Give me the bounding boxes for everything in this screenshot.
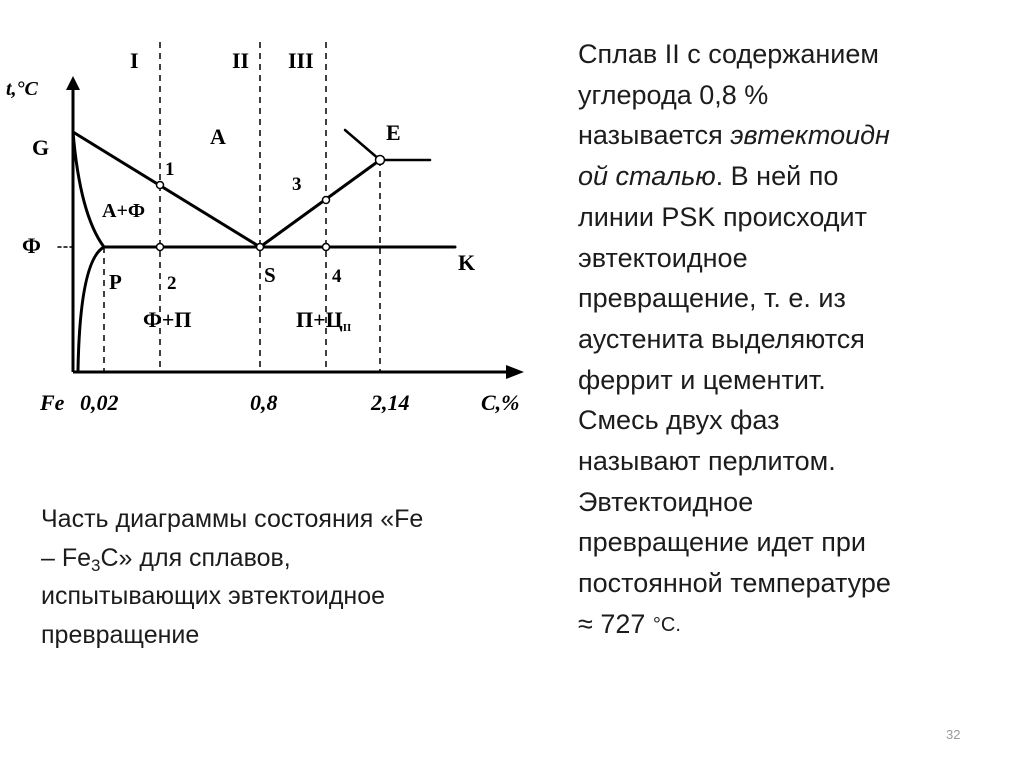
paragraph-line: Смесь двух фаз bbox=[578, 405, 780, 436]
label-1: 1 bbox=[165, 159, 175, 180]
fe-fe3c-diagram bbox=[0, 0, 560, 440]
caption-subscript: 3 bbox=[91, 555, 101, 575]
paragraph-line: углерода 0,8 % bbox=[578, 79, 769, 110]
paragraph-term: эвтектоидн bbox=[730, 120, 890, 151]
point-E bbox=[376, 156, 385, 165]
label-G: G bbox=[32, 135, 50, 160]
point-2 bbox=[157, 244, 164, 251]
temperature-value: ≈ 727 bbox=[578, 608, 646, 639]
point-S bbox=[257, 244, 264, 251]
paragraph-text: называется bbox=[578, 120, 731, 151]
paragraph-line: эвтектоидное bbox=[578, 242, 748, 273]
tick-fe: Fe bbox=[40, 390, 65, 415]
explanation-paragraph bbox=[578, 34, 958, 646]
tick-2.14: 2,14 bbox=[371, 390, 410, 415]
paragraph-line bbox=[578, 604, 958, 646]
caption-line: испытывающих эвтектоидное bbox=[41, 582, 386, 610]
label-2: 2 bbox=[167, 273, 177, 294]
tick-0.02: 0,02 bbox=[80, 390, 119, 415]
phase-boundaries bbox=[58, 130, 455, 370]
paragraph-line: постоянной температуре bbox=[578, 568, 891, 599]
caption-line: Часть диаграммы состояния «Fe bbox=[41, 505, 424, 533]
y-axis-arrow bbox=[66, 76, 80, 90]
caption-line: превращение bbox=[41, 620, 200, 649]
paragraph-line: Эвтектоидное bbox=[578, 486, 754, 517]
paragraph-line: линии PSK происходит bbox=[578, 201, 867, 232]
line-PQ bbox=[78, 247, 104, 370]
line-SE bbox=[260, 160, 380, 247]
paragraph-text: . В ней по bbox=[715, 161, 839, 192]
paragraph-line bbox=[578, 115, 958, 156]
label-K: K bbox=[458, 250, 476, 275]
caption-text: – Fe bbox=[41, 543, 92, 572]
y-axis-label: t,°C bbox=[6, 78, 38, 100]
phase-pearlite-cementite-main: П+Ц bbox=[296, 307, 343, 332]
paragraph-line bbox=[578, 156, 958, 197]
paragraph-line: превращение, т. е. из bbox=[578, 283, 846, 314]
label-4: 4 bbox=[332, 266, 342, 287]
paragraph-line: называют перлитом. bbox=[578, 446, 836, 477]
paragraph-line: аустенита выделяются bbox=[578, 323, 865, 354]
phase-ferrite-pearlite: Ф+П bbox=[143, 307, 192, 332]
x-axis-label: C,% bbox=[481, 390, 520, 415]
line-GS bbox=[73, 132, 260, 247]
point-3 bbox=[323, 197, 330, 204]
paragraph-line: Сплав II с содержанием bbox=[578, 39, 879, 69]
label-3: 3 bbox=[292, 174, 302, 195]
label-S: S bbox=[264, 263, 276, 287]
caption-text: C» для сплавов, bbox=[100, 543, 291, 572]
phase-pearlite-cementite bbox=[296, 307, 351, 334]
x-axis-arrow bbox=[506, 365, 524, 379]
phase-subscript: II bbox=[342, 322, 352, 334]
temperature-unit: °С. bbox=[652, 613, 681, 636]
numeral-I: I bbox=[130, 48, 139, 73]
label-F: Ф bbox=[22, 233, 41, 258]
page-number: 32 bbox=[946, 727, 961, 742]
label-E: E bbox=[386, 120, 401, 145]
phase-austenite-ferrite: A+Ф bbox=[102, 200, 146, 222]
paragraph-line: превращение идет при bbox=[578, 527, 867, 558]
line-E-left bbox=[345, 130, 380, 160]
paragraph-line: феррит и цементит. bbox=[578, 364, 826, 395]
caption-line bbox=[41, 539, 561, 578]
numeral-II: II bbox=[232, 48, 250, 73]
paragraph-term: ой сталью bbox=[578, 161, 716, 192]
phase-austenite: A bbox=[210, 124, 226, 149]
numeral-III: III bbox=[288, 48, 314, 73]
tick-0.8: 0,8 bbox=[250, 390, 278, 415]
point-4 bbox=[323, 244, 330, 251]
label-P: P bbox=[109, 270, 122, 294]
diagram-caption bbox=[41, 500, 561, 654]
point-1 bbox=[157, 182, 164, 189]
